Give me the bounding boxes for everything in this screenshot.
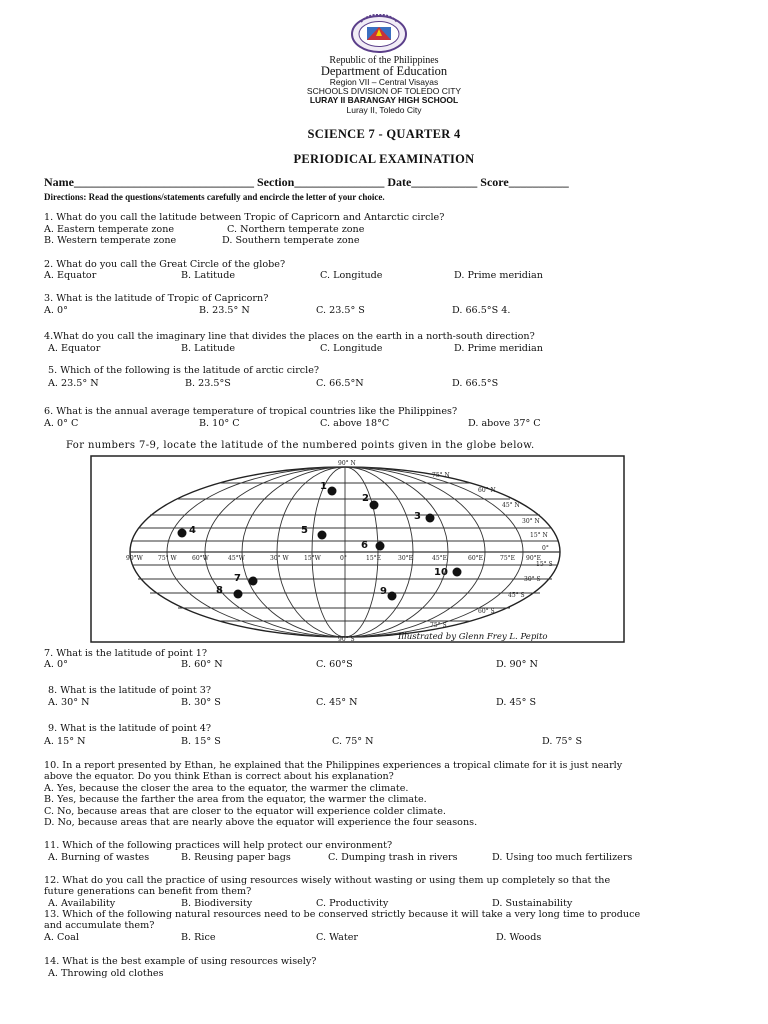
choice-b[interactable]: B. Latitude xyxy=(181,270,236,281)
header-republic: Republic of the Philippines xyxy=(329,55,439,66)
globe-diagram xyxy=(90,455,625,643)
question-11-stem: 11. Which of the following practices will help protect our environment? xyxy=(44,840,393,851)
question-12-stem-line2: future generations can benefit from them? xyxy=(44,886,252,897)
choice-d[interactable]: D. 90° N xyxy=(496,659,538,670)
lat-label: 0° xyxy=(542,545,549,552)
point-3-label: 3 xyxy=(414,511,421,522)
question-3-stem: 3. What is the latitude of Tropic of Capricorn? xyxy=(44,293,269,304)
lat-label: 15° N xyxy=(530,532,548,539)
lon-label: 15°E xyxy=(366,555,382,562)
choice-a[interactable]: A. 0° xyxy=(44,659,68,670)
question-2-stem: 2. What do you call the Great Circle of the globe? xyxy=(44,259,286,270)
choice-d[interactable]: D. Prime meridian xyxy=(454,270,543,281)
lat-label: 60° N xyxy=(478,487,496,494)
point-1-label: 1 xyxy=(320,481,327,492)
lon-label: 90°E xyxy=(526,555,542,562)
point-5-dot xyxy=(318,531,327,540)
globe-caption: For numbers 7-9, locate the latitude of the numbered points given in the globe below. xyxy=(66,440,535,451)
choice-b[interactable]: B. 30° S xyxy=(181,697,221,708)
lon-label: 30° W xyxy=(270,555,289,562)
question-12-stem-line1: 12. What do you call the practice of using resources wisely without wasting or using them up completely so that the xyxy=(44,875,611,886)
subject-title: SCIENCE 7 - QUARTER 4 xyxy=(307,127,461,141)
choice-d[interactable]: D. Woods xyxy=(496,932,542,943)
choice-a[interactable]: A. Availability xyxy=(48,898,116,909)
exam-title: PERIODICAL EXAMINATION xyxy=(293,152,475,166)
point-10-label: 10 xyxy=(434,567,448,578)
choice-d[interactable]: D. 75° S xyxy=(542,736,583,747)
choice-c[interactable]: C. Productivity xyxy=(316,898,389,909)
choice-b[interactable]: B. Western temperate zone xyxy=(44,235,177,246)
student-info-line: Name______________________________ Section_______________ Date___________ Score__________ xyxy=(44,175,569,189)
choice-a[interactable]: A. Throwing old clothes xyxy=(48,968,164,979)
choice-d[interactable]: D. 66.5°S xyxy=(452,378,499,389)
question-14-stem: 14. What is the best example of using resources wisely? xyxy=(44,956,317,967)
choice-d[interactable]: D. above 37° C xyxy=(468,418,541,429)
choice-c[interactable]: C. 66.5°N xyxy=(316,378,364,389)
point-9-label: 9 xyxy=(380,586,387,597)
point-7-dot xyxy=(249,577,258,586)
choice-c[interactable]: C. 60°S xyxy=(316,659,353,670)
lat-label: 90° S xyxy=(338,636,355,643)
header-region: Region VII – Central Visayas xyxy=(329,77,439,87)
point-9-dot xyxy=(388,592,397,601)
choice-c[interactable]: C. Longitude xyxy=(320,343,383,354)
choice-b[interactable]: B. Latitude xyxy=(181,343,236,354)
choice-c[interactable]: C. 45° N xyxy=(316,697,358,708)
point-6-dot xyxy=(376,542,385,551)
point-10-dot xyxy=(453,568,462,577)
illustration-credit: Illustrated by Glenn Frey L. Pepito xyxy=(398,632,548,642)
choice-a[interactable]: A. Burning of wastes xyxy=(48,852,150,863)
choice-b[interactable]: B. Rice xyxy=(181,932,216,943)
question-6-stem: 6. What is the annual average temperature of tropical countries like the Philippines? xyxy=(44,406,458,417)
choice-d[interactable]: D. 66.5°S 4. xyxy=(452,305,511,316)
choice-a[interactable]: A. Coal xyxy=(44,932,79,943)
choice-d[interactable]: D. Sustainability xyxy=(492,898,573,909)
choice-a[interactable]: A. 0° xyxy=(44,305,68,316)
lat-label: 45° N xyxy=(502,502,520,509)
choice-b[interactable]: B. 23.5° N xyxy=(199,305,250,316)
choice-c[interactable]: C. Longitude xyxy=(320,270,383,281)
point-8-label: 8 xyxy=(216,585,223,596)
header-address: Luray II, Toledo City xyxy=(346,105,422,115)
lon-label: 75°E xyxy=(500,555,516,562)
lat-label: 30° N xyxy=(522,518,540,525)
header-school: LURAY II BARANGAY HIGH SCHOOL xyxy=(309,95,459,105)
choice-c[interactable]: C. Dumping trash in rivers xyxy=(328,852,458,863)
choice-d[interactable]: D. 45° S xyxy=(496,697,537,708)
choice-b[interactable]: B. Yes, because the farther the area from the equator, the warmer the climate. xyxy=(44,794,427,805)
choice-a[interactable]: A. Yes, because the closer the area to the equator, the warmer the climate. xyxy=(44,783,409,794)
point-4-label: 4 xyxy=(189,525,196,536)
lat-label: 75° S xyxy=(430,622,447,629)
lon-label: 0° xyxy=(340,555,347,562)
point-4-dot xyxy=(178,529,187,538)
header-division: SCHOOLS DIVISION OF TOLEDO CITY xyxy=(306,86,462,96)
lon-label: 60°W xyxy=(192,555,209,562)
choice-d[interactable]: D. Southern temperate zone xyxy=(222,235,360,246)
point-2-dot xyxy=(370,501,379,510)
choice-c[interactable]: C. above 18°C xyxy=(320,418,390,429)
lon-label: 15°W xyxy=(304,555,321,562)
directions: Directions: Read the questions/statements carefully and encircle the letter of your choice. xyxy=(44,192,385,202)
choice-d[interactable]: D. Prime meridian xyxy=(454,343,543,354)
choice-c[interactable]: C. 23.5° S xyxy=(316,305,365,316)
point-5-label: 5 xyxy=(301,525,308,536)
choice-a[interactable]: A. 23.5° N xyxy=(48,378,99,389)
choice-b[interactable]: B. Biodiversity xyxy=(181,898,253,909)
choice-a[interactable]: A. 0° C xyxy=(44,418,79,429)
lat-label: 45° S xyxy=(508,592,525,599)
question-9-stem: 9. What is the latitude of point 4? xyxy=(48,723,211,734)
question-13-stem-line1: 13. Which of the following natural resources need to be conserved strictly because it will take a very long time to produce xyxy=(44,909,641,920)
point-1-dot xyxy=(328,487,337,496)
choice-b[interactable]: B. 15° S xyxy=(181,736,221,747)
lat-label: 15° S xyxy=(536,561,553,568)
choice-c[interactable]: C. Northern temperate zone xyxy=(227,224,365,235)
question-8-stem: 8. What is the latitude of point 3? xyxy=(48,685,211,696)
lon-label: 75° W xyxy=(158,555,177,562)
question-1-stem: 1. What do you call the latitude between Tropic of Capricorn and Antarctic circle? xyxy=(44,212,445,223)
lat-label: 30° S xyxy=(524,576,541,583)
lat-label: 90° N xyxy=(338,460,356,467)
deped-seal-logo xyxy=(349,14,409,54)
lon-label: 60°E xyxy=(468,555,484,562)
lat-label: 75° N xyxy=(432,472,450,479)
choice-c[interactable]: C. No, because areas that are closer to the equator will experience colder climate. xyxy=(44,806,446,817)
choice-a[interactable]: A. Equator xyxy=(44,270,97,281)
point-8-dot xyxy=(234,590,243,599)
point-6-label: 6 xyxy=(361,540,368,551)
choice-b[interactable]: B. Reusing paper bags xyxy=(181,852,291,863)
lon-label: 30°E xyxy=(398,555,414,562)
choice-d[interactable]: D. Using too much fertilizers xyxy=(492,852,633,863)
lon-label: 45°E xyxy=(432,555,448,562)
lon-label: 90°W xyxy=(126,555,143,562)
choice-b[interactable]: B. 23.5°S xyxy=(185,378,231,389)
point-7-label: 7 xyxy=(234,573,241,584)
point-2-label: 2 xyxy=(362,493,369,504)
choice-b[interactable]: B. 10° C xyxy=(199,418,240,429)
lat-label: 60° S xyxy=(478,608,495,615)
header-department: Department of Education xyxy=(320,64,448,78)
lon-label: 45°W xyxy=(228,555,245,562)
point-3-dot xyxy=(426,514,435,523)
choice-a[interactable]: A. 15° N xyxy=(44,736,86,747)
question-5-stem: 5. Which of the following is the latitude of arctic circle? xyxy=(48,365,320,376)
choice-c[interactable]: C. 75° N xyxy=(332,736,374,747)
question-13-stem-line2: and accumulate them? xyxy=(44,920,155,931)
choice-a[interactable]: A. 30° N xyxy=(48,697,90,708)
question-7-stem: 7. What is the latitude of point 1? xyxy=(44,648,207,659)
choice-a[interactable]: A. Eastern temperate zone xyxy=(44,224,175,235)
choice-a[interactable]: A. Equator xyxy=(48,343,101,354)
choice-d[interactable]: D. No, because areas that are nearly above the equator will experience the four seasons. xyxy=(44,817,478,828)
question-4-stem: 4.What do you call the imaginary line that divides the places on the earth in a north-south direction? xyxy=(44,331,535,342)
choice-b[interactable]: B. 60° N xyxy=(181,659,223,670)
choice-c[interactable]: C. Water xyxy=(316,932,358,943)
question-10-stem-line1: 10. In a report presented by Ethan, he explained that the Philippines experiences a tropical climate for it is just nearly xyxy=(44,760,623,771)
question-10-stem-line2: above the equator. Do you think Ethan is correct about his explanation? xyxy=(44,771,394,782)
